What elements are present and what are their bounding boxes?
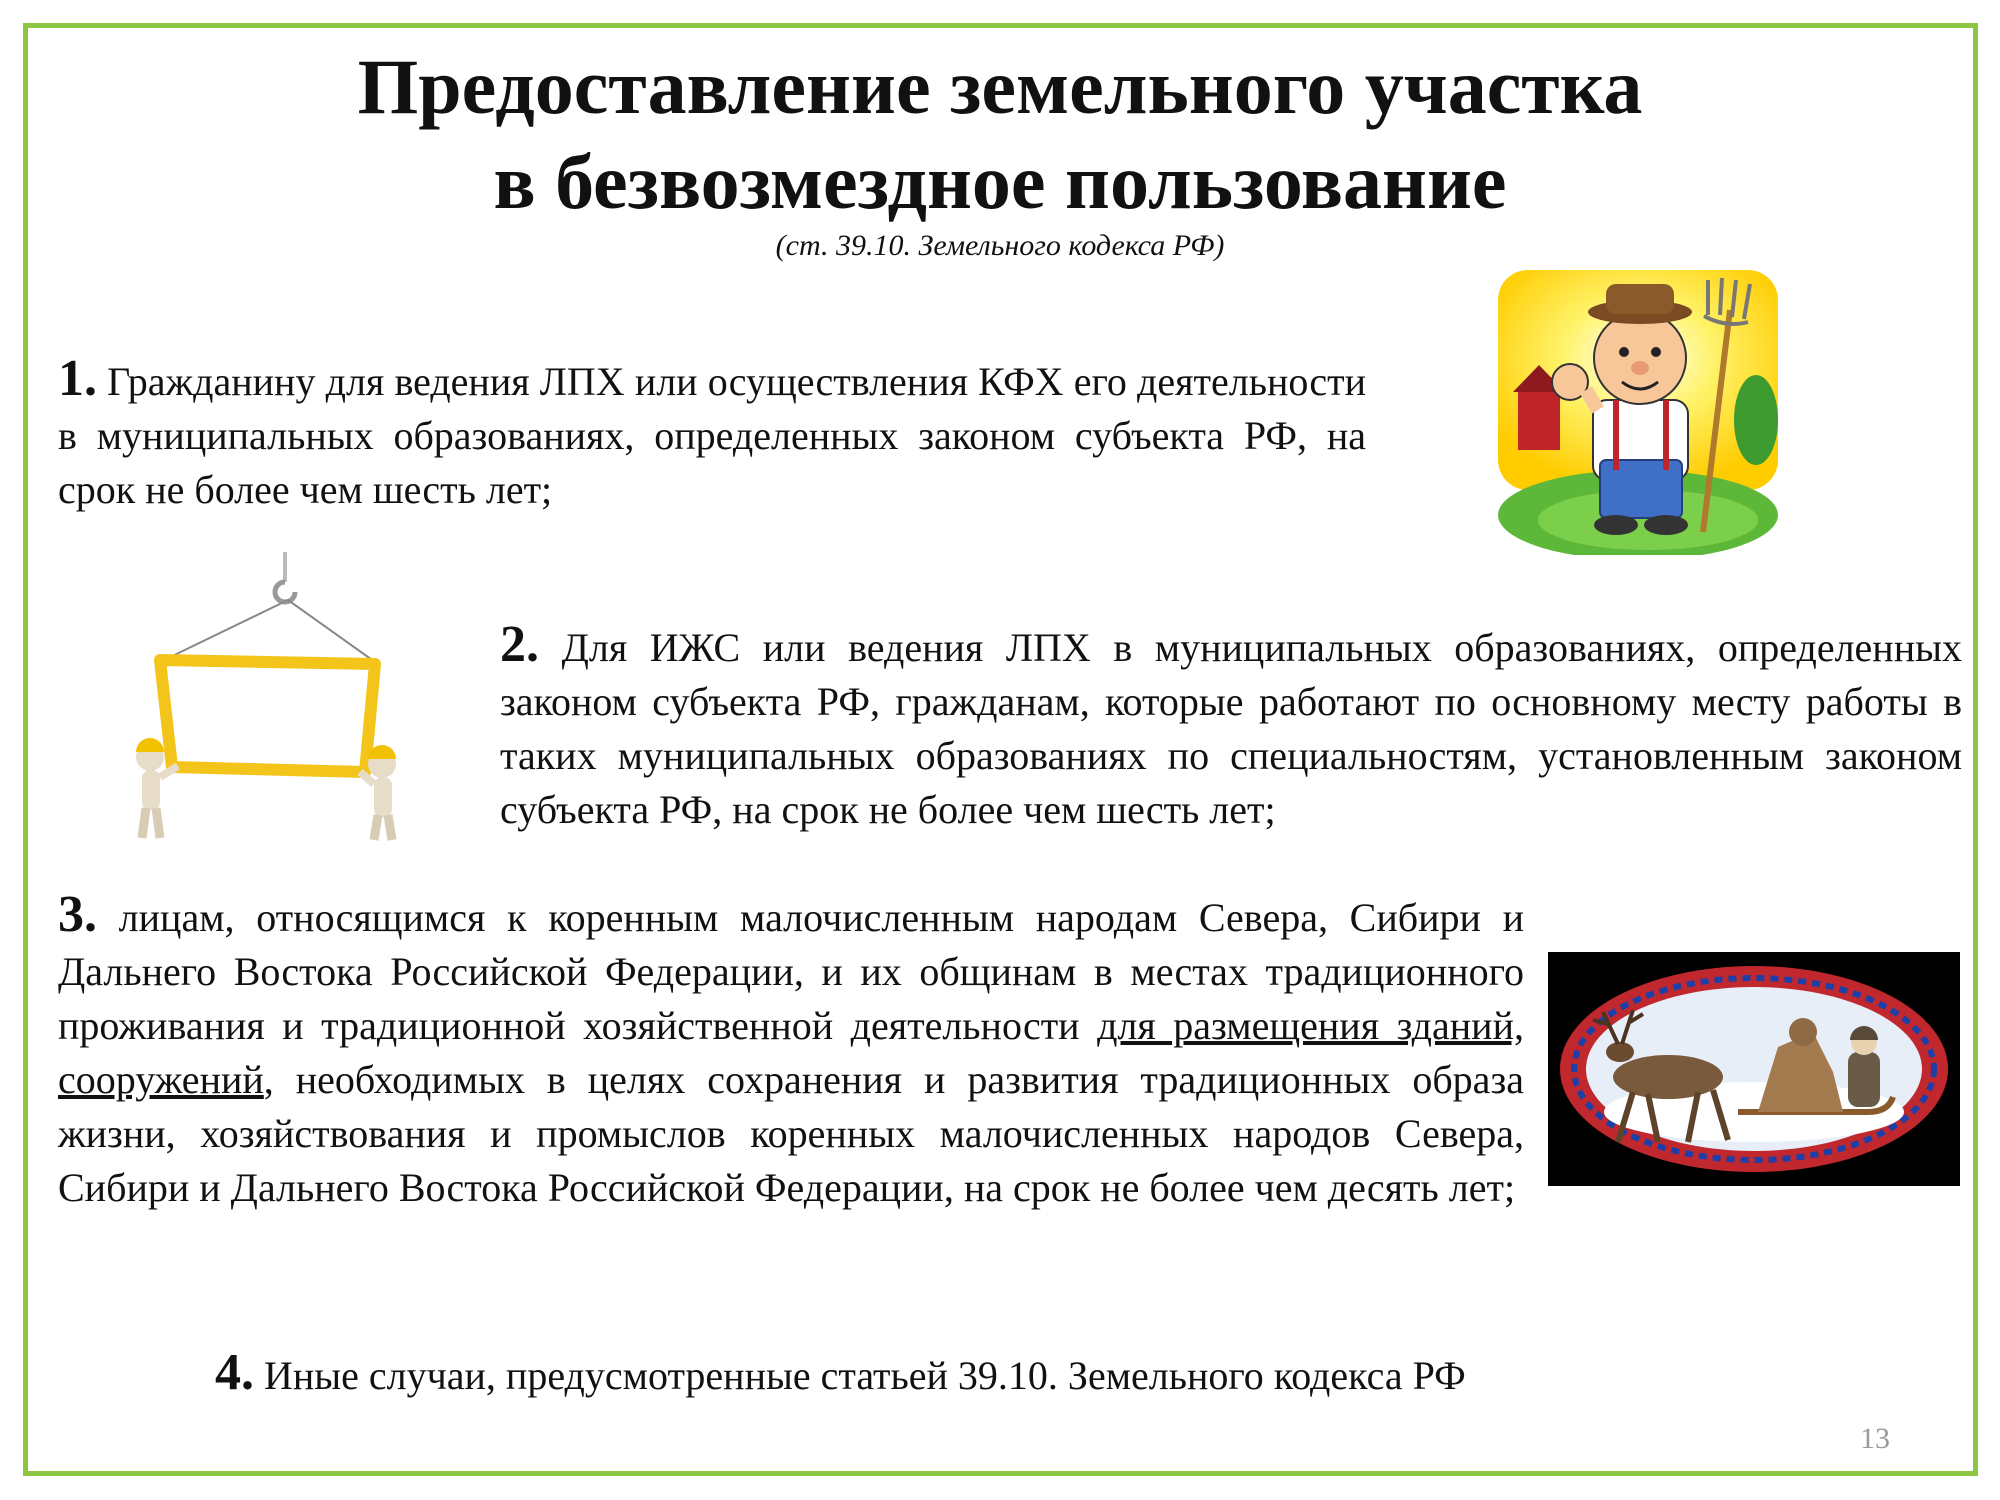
item-text-underlined: для размещения зданий, сооружений (58, 1003, 1524, 1102)
item-number: 2. (500, 616, 539, 673)
item-number: 4. (215, 1344, 254, 1401)
reindeer-sled-illustration (1548, 952, 1960, 1186)
list-item-4 (215, 1346, 1915, 1403)
item-text: Гражданину для ведения ЛПХ или осуществления КФХ его деятельности в муниципальных образованиях, определенных законом субъекта РФ, на срок не более чем шесть лет; (58, 359, 1366, 512)
list-item-3 (58, 888, 1524, 1215)
slide-subtitle: (ст. 39.10. Земельного кодекса РФ) (775, 229, 1225, 262)
item-text-before: лицам, относящимся к коренным малочисленным народам Севера, Сибири и Дальнего Востока Российской Федерации, и их общинам в местах традиционного проживания и традиционной хозяйственной деятельности (58, 895, 1524, 1048)
workers-lifting-frame-illustration (120, 552, 420, 842)
item-text: Для ИЖС или ведения ЛПХ в муниципальных образованиях, определенных законом субъекта РФ, гражданам, которые работают по основному месту работы в таких муниципальных образованиях по специальностям, установленным законом субъекта РФ, на срок не более чем шесть лет; (500, 625, 1962, 832)
item-number: 1. (58, 350, 97, 407)
page-number: 13 (1860, 1422, 1890, 1455)
list-item-1 (58, 352, 1366, 517)
item-text: Иные случаи, предусмотренные статьей 39.10. Земельного кодекса РФ (254, 1353, 1466, 1398)
slide-title-line2: в безвозмездное пользование (493, 138, 1507, 225)
farmer-illustration (1498, 270, 1778, 555)
item-text-after: , необходимых в целях сохранения и развития традиционных образа жизни, хозяйствования и промыслов коренных малочисленных народов Севера, Сибири и Дальнего Востока Российской Федерации, на срок не более чем десять лет; (58, 1057, 1524, 1210)
slide-title-line1: Предоставление земельного участка (357, 43, 1643, 130)
item-number: 3. (58, 886, 97, 943)
list-item-2 (500, 618, 1962, 837)
